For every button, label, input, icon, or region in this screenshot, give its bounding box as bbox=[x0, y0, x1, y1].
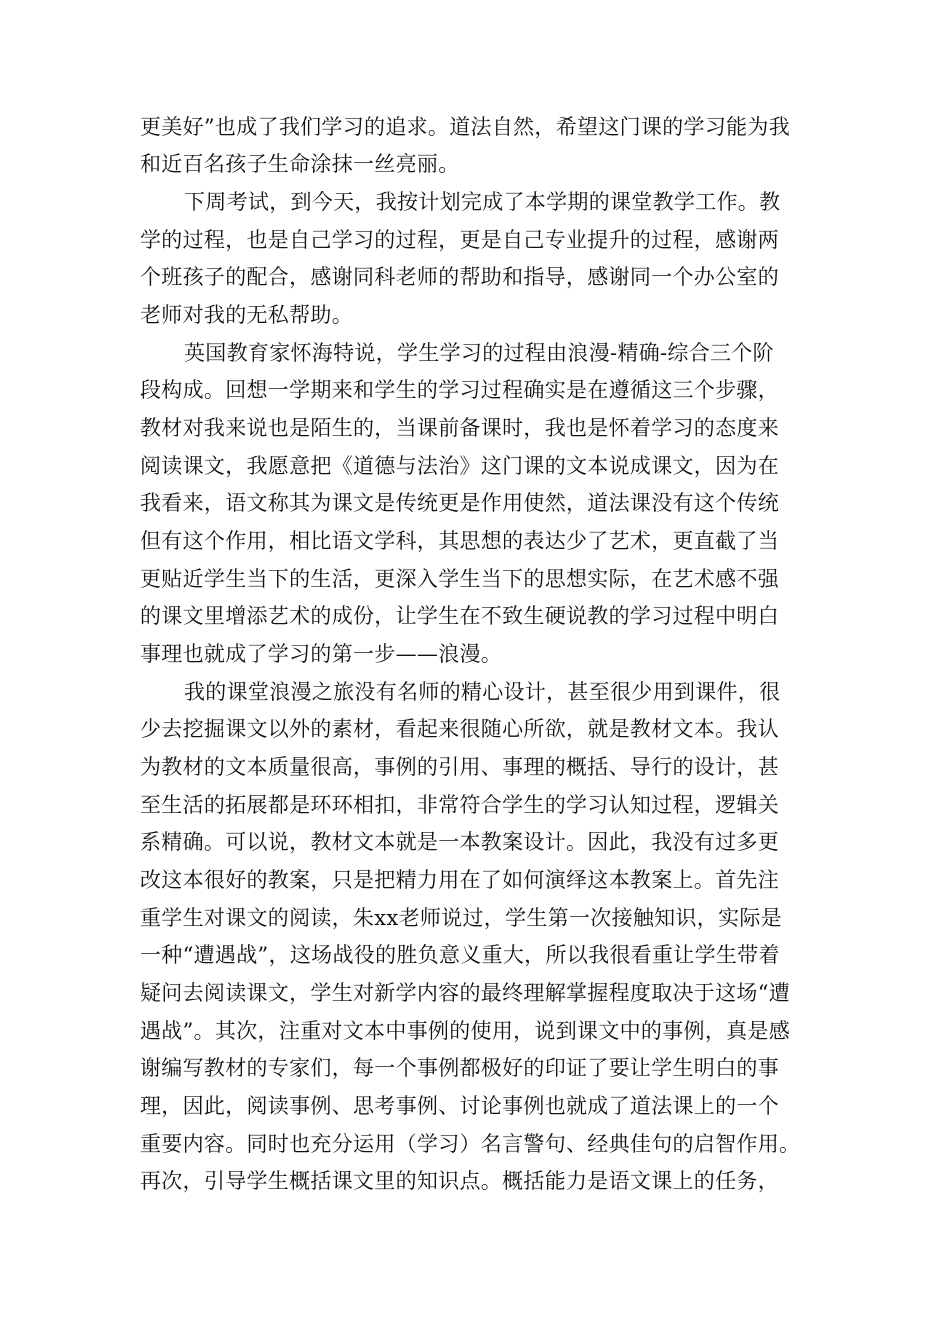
text-line: 谢编写教材的专家们，每一个事例都极好的印证了要让学生明白的事 bbox=[140, 1056, 779, 1080]
text-line: 重学生对课文的阅读，朱xx老师说过，学生第一次接触知识，实际是 bbox=[140, 906, 782, 930]
text-line: 重要内容。同时也充分运用（学习）名言警句、经典佳句的启智作用。 bbox=[140, 1132, 801, 1156]
text-line: 疑问去阅读课文，学生对新学内容的最终理解掌握程度取决于这场“遭 bbox=[140, 981, 791, 1005]
paragraph-start-line: 下周考试，到今天，我按计划完成了本学期的课堂教学工作。教 bbox=[184, 190, 781, 214]
text-line: 教材对我来说也是陌生的，当课前备课时，我也是怀着学习的态度来 bbox=[140, 416, 779, 440]
text-line: 改这本很好的教案，只是把精力用在了如何演绎这本教案上。首先注 bbox=[140, 868, 779, 892]
text-line: 系精确。可以说，教材文本就是一本教案设计。因此，我没有过多更 bbox=[140, 830, 779, 854]
text-line: 少去挖掘课文以外的素材，看起来很随心所欲，就是教材文本。我认 bbox=[140, 717, 779, 741]
text-line: 我看来，语文称其为课文是传统更是作用使然，道法课没有这个传统 bbox=[140, 491, 779, 515]
text-line: 理，因此，阅读事例、思考事例、讨论事例也就成了道法课上的一个 bbox=[140, 1094, 779, 1118]
paragraph-start-line: 我的课堂浪漫之旅没有名师的精心设计，甚至很少用到课件，很 bbox=[184, 680, 781, 704]
text-line: 个班孩子的配合，感谢同科老师的帮助和指导，感谢同一个办公室的 bbox=[140, 265, 779, 289]
text-line: 更美好”也成了我们学习的追求。道法自然，希望这门课的学习能为我 bbox=[140, 115, 791, 139]
text-line: 但有这个作用，相比语文学科，其思想的表达少了艺术，更直截了当 bbox=[140, 529, 779, 553]
text-line: 至生活的拓展都是环环相扣，非常符合学生的学习认知过程，逻辑关 bbox=[140, 793, 779, 817]
text-line: 遇战”。其次，注重对文本中事例的使用，说到课文中的事例，真是感 bbox=[140, 1019, 791, 1043]
text-line: 学的过程，也是自己学习的过程，更是自己专业提升的过程，感谢两 bbox=[140, 228, 779, 252]
text-line: 事理也就成了学习的第一步——浪漫。 bbox=[140, 642, 503, 666]
text-line: 一种“遭遇战”，这场战役的胜负意义重大，所以我很看重让学生带着 bbox=[140, 943, 780, 967]
text-line: 更贴近学生当下的生活，更深入学生当下的思想实际，在艺术感不强 bbox=[140, 567, 779, 591]
text-line: 和近百名孩子生命涂抹一丝亮丽。 bbox=[140, 152, 460, 176]
text-line: 老师对我的无私帮助。 bbox=[140, 303, 353, 327]
text-line: 再次，引导学生概括课文里的知识点。概括能力是语文课上的任务， bbox=[140, 1169, 779, 1193]
text-line: 段构成。回想一学期来和学生的学习过程确实是在遵循这三个步骤， bbox=[140, 378, 779, 402]
paragraph-start-line: 英国教育家怀海特说，学生学习的过程由浪漫-精确-综合三个阶 bbox=[184, 341, 774, 365]
text-line: 阅读课文，我愿意把《道德与法治》这门课的文本说成课文，因为在 bbox=[140, 454, 779, 478]
text-line: 的课文里增添艺术的成份，让学生在不致生硬说教的学习过程中明白 bbox=[140, 604, 779, 628]
text-line: 为教材的文本质量很高，事例的引用、事理的概括、导行的设计，甚 bbox=[140, 755, 779, 779]
